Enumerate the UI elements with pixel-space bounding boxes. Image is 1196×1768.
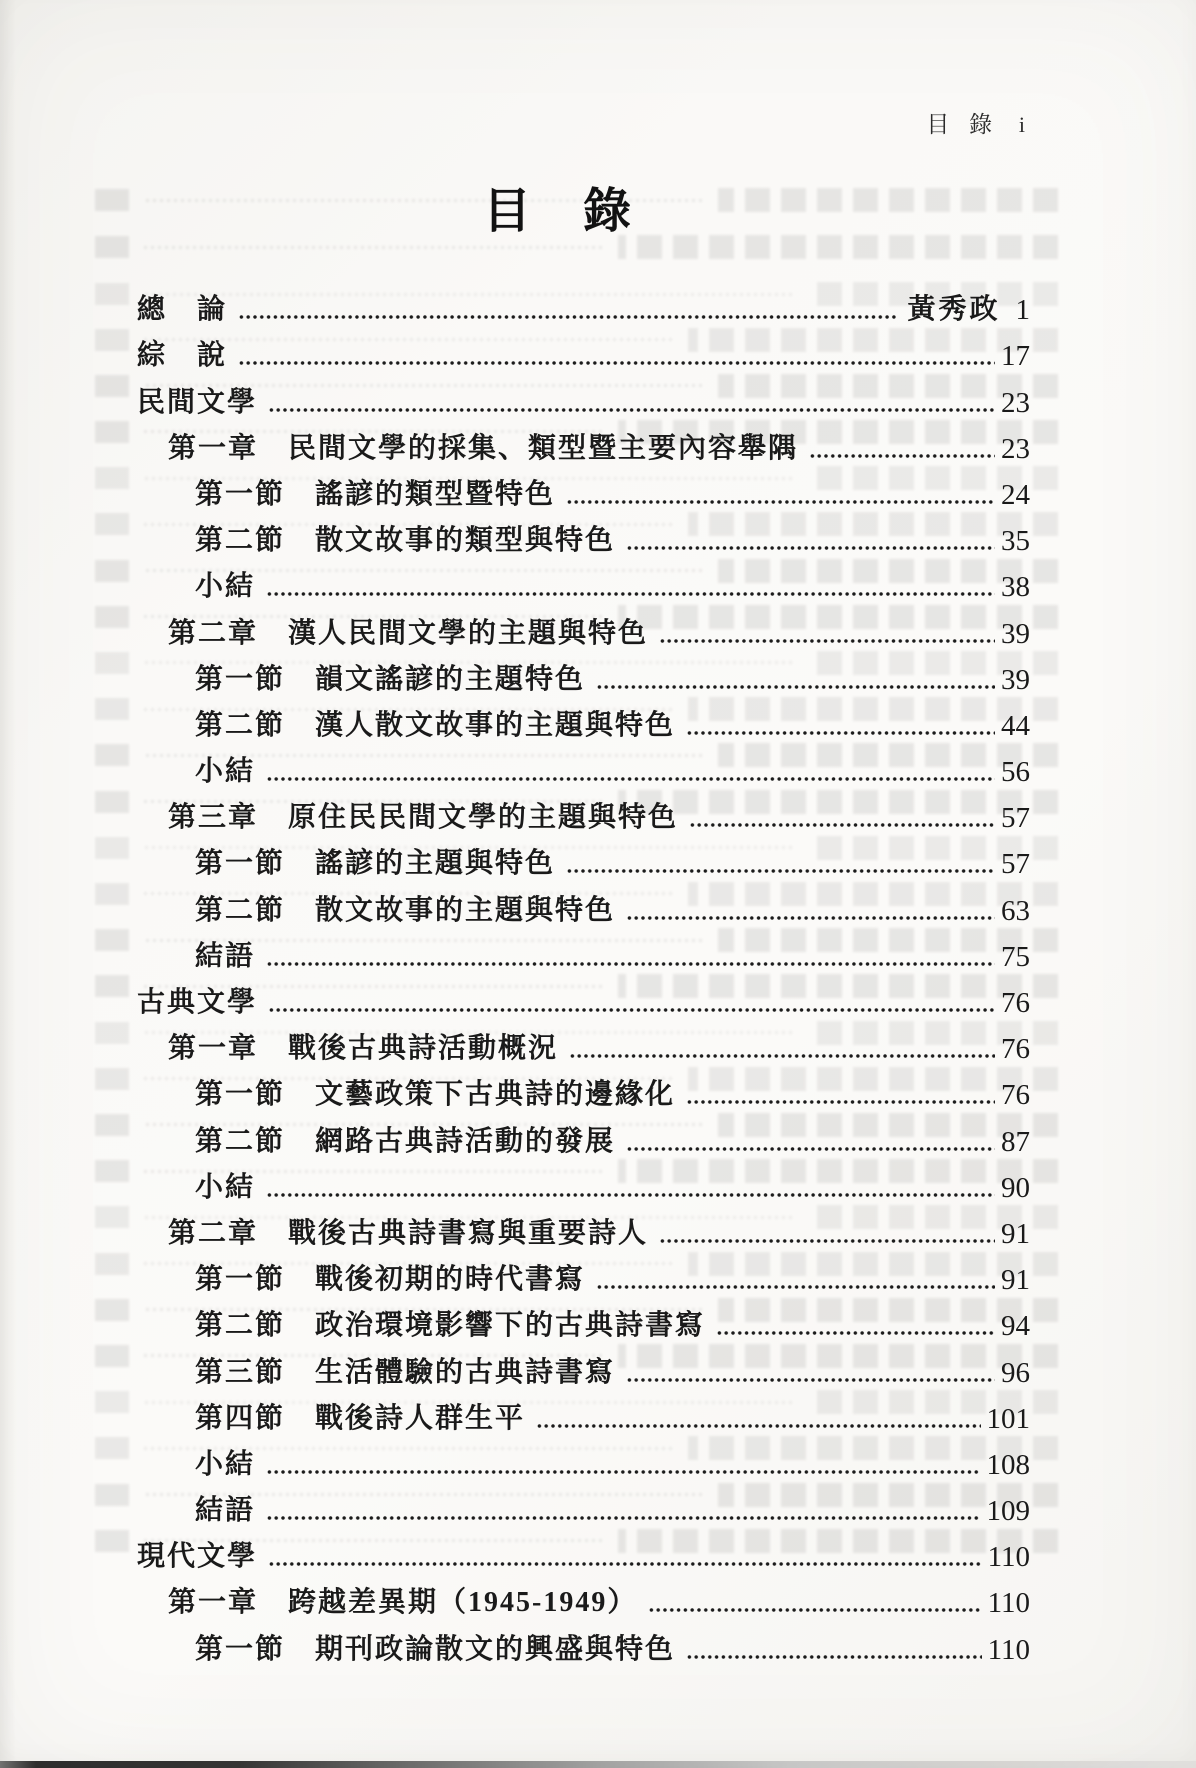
- dot-leader: [686, 729, 995, 737]
- toc-entry-label: 第一節 戰後初期的時代書寫: [195, 1264, 586, 1296]
- toc-entry-label: 第一章 民間文學的採集、類型暨主要內容舉隅: [168, 432, 799, 464]
- toc-entry: [137, 604, 1030, 650]
- toc-entry-label: 民間文學: [137, 386, 258, 418]
- toc-entry-label: 第四節 戰後詩人群生平: [195, 1402, 526, 1434]
- toc-entry-label: 結語: [195, 1495, 256, 1527]
- dot-leader: [266, 960, 995, 968]
- toc-entry-page: 39: [1001, 617, 1030, 650]
- toc-entry-label: 綜 說: [137, 340, 228, 372]
- toc-entry: [137, 1620, 1030, 1666]
- toc-entry-page: 63: [1001, 894, 1030, 927]
- dot-leader: [659, 637, 995, 645]
- dot-leader: [686, 1098, 995, 1106]
- toc-entry-label: 小結: [195, 571, 256, 603]
- toc-entry-page: 76: [1001, 987, 1030, 1019]
- toc-entry-page: 94: [1001, 1310, 1030, 1343]
- toc-entry-page: 91: [1001, 1217, 1030, 1250]
- toc-entry-label: 第二章 漢人民間文學的主題與特色: [168, 617, 649, 649]
- toc-entry: [137, 1159, 1030, 1205]
- toc-entry: [137, 928, 1030, 974]
- toc-entry: [137, 420, 1030, 466]
- toc-entry-label: 第二節 散文故事的主題與特色: [195, 894, 616, 926]
- toc-entry: [137, 743, 1030, 789]
- scan-edge: [0, 1761, 1196, 1768]
- toc-entry-label: 第一節 文藝政策下古典詩的邊緣化: [195, 1079, 676, 1111]
- toc-entry-label: 第一節 韻文謠諺的主題特色: [195, 663, 586, 695]
- toc-entry: [137, 1528, 1030, 1574]
- dot-leader: [268, 1006, 995, 1014]
- toc-entry: [137, 281, 1030, 327]
- toc-entry-label: 第二章 戰後古典詩書寫與重要詩人: [168, 1217, 649, 1249]
- dot-leader: [268, 406, 995, 414]
- toc-entry-label: 第一節 期刊政論散文的興盛與特色: [195, 1633, 676, 1665]
- dot-leader: [626, 1145, 995, 1153]
- dot-leader: [569, 1052, 995, 1060]
- toc-entry-page: 90: [1001, 1171, 1030, 1204]
- toc-entry: [137, 1205, 1030, 1251]
- toc-entry-page: 109: [986, 1495, 1030, 1528]
- toc-entry: [137, 835, 1030, 881]
- dot-leader: [266, 1514, 980, 1522]
- toc-entry: [137, 789, 1030, 835]
- toc-entry: [137, 1482, 1030, 1528]
- dot-leader: [626, 1376, 995, 1384]
- running-header-title: 目 錄: [926, 112, 1000, 137]
- dot-leader: [566, 867, 995, 875]
- toc-entry-author: 黃秀政: [907, 294, 1001, 326]
- toc-entry-page: 108: [986, 1448, 1030, 1481]
- dot-leader: [566, 498, 995, 506]
- dot-leader: [596, 1283, 995, 1291]
- toc-entry: [137, 1251, 1030, 1297]
- toc-entry: [137, 1343, 1030, 1389]
- toc-entry: [137, 651, 1030, 697]
- toc-entry-label: 小結: [195, 1448, 256, 1480]
- toc-entry-page: 57: [1001, 848, 1030, 881]
- dot-leader: [266, 590, 995, 598]
- dot-leader: [238, 359, 995, 367]
- toc-entry-page: 110: [987, 1541, 1030, 1574]
- dot-leader: [268, 1560, 982, 1568]
- toc-entry-page: 35: [1001, 525, 1030, 558]
- toc-entry-label: 第一章 戰後古典詩活動概況: [168, 1033, 559, 1065]
- toc-entry-label: 結語: [195, 940, 256, 972]
- toc-entry-page: 96: [1001, 1356, 1030, 1389]
- toc-entry-page: 76: [1001, 1033, 1030, 1066]
- toc-entry-page: 110: [987, 1587, 1030, 1620]
- toc-entry: [137, 974, 1030, 1020]
- toc-entry: [137, 1020, 1030, 1066]
- toc-entry: [137, 1574, 1030, 1620]
- dot-leader: [659, 1237, 995, 1245]
- toc-entry-label: 第二節 網路古典詩活動的發展: [195, 1125, 616, 1157]
- toc-entry-page: 24: [1001, 478, 1030, 511]
- toc-entry-label: 第二節 漢人散文故事的主題與特色: [195, 709, 676, 741]
- dot-leader: [266, 1191, 995, 1199]
- scan-shadow-left: [0, 0, 16, 1768]
- dot-leader: [266, 1468, 980, 1476]
- toc-entry-label: 第二節 散文故事的類型與特色: [195, 525, 616, 557]
- toc-entry-label: 第三節 生活體驗的古典詩書寫: [195, 1356, 616, 1388]
- dot-leader: [596, 683, 995, 691]
- dot-leader: [689, 821, 995, 829]
- dot-leader: [536, 1422, 980, 1430]
- toc-entry-page: 44: [1001, 709, 1030, 742]
- toc-entry: [137, 1297, 1030, 1343]
- toc-entry-page: 91: [1001, 1264, 1030, 1297]
- toc-entry-page: 1: [1015, 294, 1030, 327]
- toc-entry-page: 17: [1001, 340, 1030, 373]
- running-header: [926, 106, 1025, 139]
- toc-entry-page: 23: [1001, 386, 1030, 419]
- toc-entry: [137, 697, 1030, 743]
- dot-leader: [626, 544, 995, 552]
- toc-entry-page: 39: [1001, 663, 1030, 696]
- toc-entry-page: 101: [986, 1402, 1030, 1435]
- toc-entry: [137, 1112, 1030, 1158]
- toc-entry-page: 110: [987, 1633, 1030, 1666]
- toc-entry-label: 第二節 政治環境影響下的古典詩書寫: [195, 1310, 706, 1342]
- toc-entry-label: 第一節 謠諺的類型暨特色: [195, 478, 556, 510]
- toc-entry-page: 76: [1001, 1079, 1030, 1112]
- toc-entry-label: 小結: [195, 756, 256, 788]
- toc-entry: [137, 881, 1030, 927]
- toc-entry-label: 現代文學: [137, 1541, 258, 1573]
- toc-entry: [137, 327, 1030, 373]
- toc-entry-page: 57: [1001, 802, 1030, 835]
- dot-leader: [238, 313, 898, 321]
- toc-entry-label: 總 論: [137, 294, 228, 326]
- toc-entry-page: 75: [1001, 940, 1030, 973]
- toc-entry-label: 第一節 謠諺的主題與特色: [195, 848, 556, 880]
- toc-entry-page: 38: [1001, 571, 1030, 604]
- toc-entry-page: 87: [1001, 1125, 1030, 1158]
- toc-entry: [137, 558, 1030, 604]
- dot-leader: [648, 1606, 981, 1614]
- dot-leader: [686, 1653, 982, 1661]
- toc-entry: [137, 373, 1030, 419]
- document-title: 目 錄: [482, 185, 633, 238]
- running-header-page-number: i: [1018, 112, 1025, 137]
- dot-leader: [809, 452, 995, 460]
- toc-list: [137, 281, 1030, 1667]
- dot-leader: [626, 914, 995, 922]
- toc-entry: [137, 512, 1030, 558]
- toc-entry-page: 56: [1001, 756, 1030, 789]
- toc-entry-label: 古典文學: [137, 987, 258, 1018]
- toc-entry-label: 第一章 跨越差異期（1945-1949）: [168, 1587, 638, 1619]
- toc-entry-label: 第三章 原住民民間文學的主題與特色: [168, 802, 679, 834]
- toc-entry-page: 23: [1001, 432, 1030, 465]
- toc-entry-label: 小結: [195, 1171, 256, 1203]
- toc-entry: [137, 1436, 1030, 1482]
- dot-leader: [266, 775, 995, 783]
- toc-entry: [137, 1390, 1030, 1436]
- dot-leader: [716, 1329, 995, 1337]
- toc-entry: [137, 1066, 1030, 1112]
- toc-entry: [137, 466, 1030, 512]
